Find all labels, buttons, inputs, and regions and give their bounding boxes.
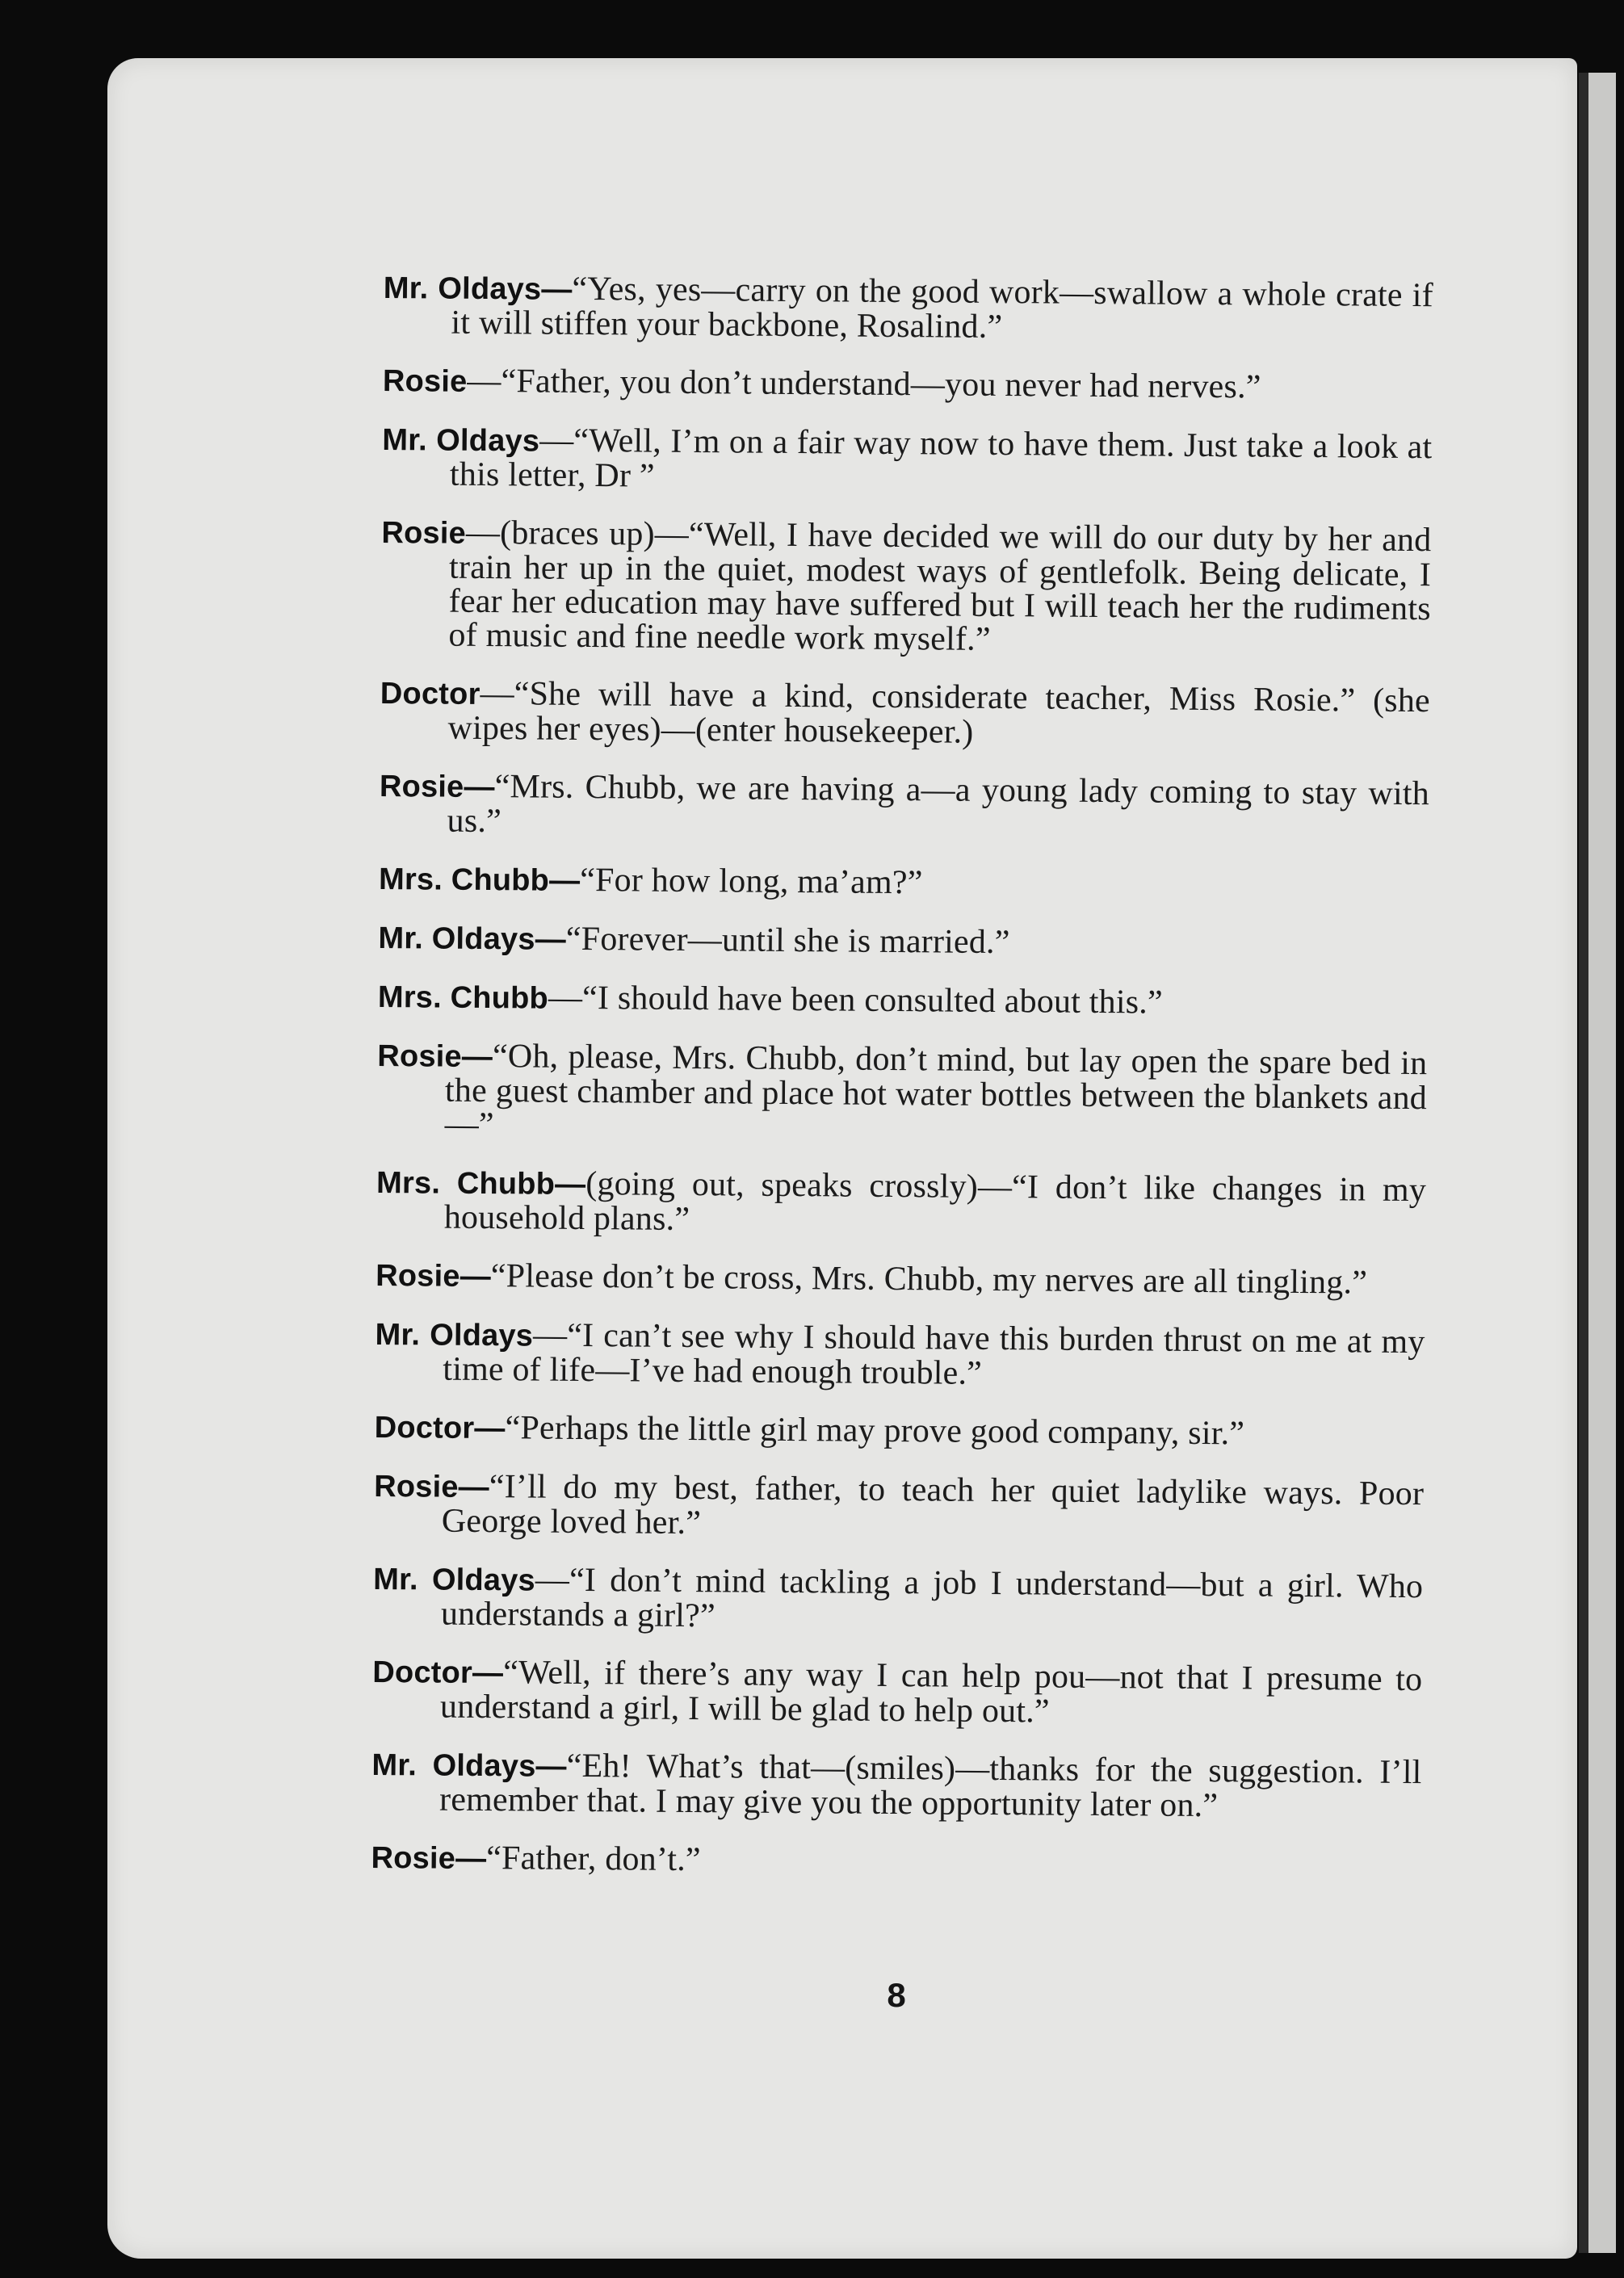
speaker-name: Mr. Oldays— xyxy=(371,1747,567,1784)
dialogue-entry xyxy=(380,515,1431,660)
dialogue-line: “For how long, ma’am?” xyxy=(580,861,923,902)
dialogue-entry xyxy=(383,363,1433,406)
dialogue-entry xyxy=(380,676,1430,753)
dialogue-entry xyxy=(371,1747,1422,1824)
dialogue-entry xyxy=(375,1317,1425,1394)
dialogue-line: —“I should have been consulted about this.” xyxy=(548,979,1163,1022)
speaker-name: Doctor— xyxy=(374,1410,506,1446)
dialogue-entry xyxy=(377,1038,1428,1149)
dialogue-entry xyxy=(378,980,1428,1022)
speaker-name: Rosie xyxy=(382,363,468,399)
speaker-name: Rosie— xyxy=(371,1840,487,1877)
dialogue-line: “Well, if there’s any way I can help pou—not that I presume to understand a girl, I will be glad to help out.” xyxy=(439,1654,1423,1731)
dialogue-line: —“I can’t see why I should have this burden thrust on me at my time of life—I’ve had enough trouble.” xyxy=(443,1316,1425,1392)
speaker-name: Mrs. Chubb xyxy=(377,980,549,1016)
dialogue-line: —“I don’t mind tackling a job I understand—but a girl. Who understands a girl?” xyxy=(440,1561,1424,1635)
dialogue-entry xyxy=(383,271,1433,347)
speaker-name: Rosie xyxy=(381,515,467,551)
speaker-name: Mr. Oldays— xyxy=(383,271,573,307)
dialogue-entry xyxy=(371,1840,1420,1883)
dialogue-line: “I’ll do my best, father, to teach her quiet ladylike ways. Poor George loved her.” xyxy=(441,1468,1425,1542)
dialogue-line: “Eh! What’s that—(smiles)—thanks for the suggestion. I’ll remember that. I may give you the opportunity later on.” xyxy=(439,1747,1422,1825)
speaker-name: Rosie— xyxy=(377,1038,493,1075)
speaker-name: Mr. Oldays xyxy=(375,1317,534,1353)
dialogue-entry xyxy=(379,862,1429,904)
page-number: 8 xyxy=(887,1976,906,2014)
dialogue-entry xyxy=(376,1165,1427,1242)
speaker-name: Doctor— xyxy=(372,1655,504,1691)
dialogue-line: “Perhaps the little girl may prove good company, sir.” xyxy=(505,1409,1245,1453)
dialogue-line: “Please don’t be cross, Mrs. Chubb, my nerves are all tingling.” xyxy=(490,1257,1368,1302)
speaker-name: Doctor xyxy=(380,676,480,711)
dialogue-line: “Father, don’t.” xyxy=(486,1840,701,1879)
dialogue-entry xyxy=(372,1655,1423,1731)
dialogue-entry xyxy=(375,1410,1425,1453)
speaker-name: Rosie— xyxy=(374,1469,490,1505)
dialogue-entry xyxy=(374,1469,1425,1546)
dialogue-entry xyxy=(379,769,1429,845)
page-edge-shadow xyxy=(1579,73,1588,2253)
speaker-name: Mrs. Chubb— xyxy=(376,1165,586,1202)
dialogue-line: “Yes, yes—carry on the good work—swallow a whole crate if it will stiffen your backbone, Rosalind.” xyxy=(451,270,1433,346)
speaker-name: Rosie— xyxy=(376,1258,492,1294)
dialogue-body xyxy=(371,271,1433,1907)
speaker-name: Rosie— xyxy=(379,769,495,805)
dialogue-line: “Mrs. Chubb, we are having a—a young lady coming to stay with us.” xyxy=(447,768,1430,841)
dialogue-line: —(braces up)—“Well, I have decided we will do our duty by her and train her up in the quiet, modest ways of gentlefolk. Being delicate, I fear her education may have suffered but I will teach her the rudiments of music and fine needle work myself.” xyxy=(448,514,1432,658)
dialogue-line: “Oh, please, Mrs. Chubb, don’t mind, but lay open the spare bed in the guest chamber and place hot water bottles between the blankets and—” xyxy=(444,1038,1428,1144)
dialogue-line: —“She will have a kind, considerate teacher, Miss Rosie.” (she wipes her eyes)—(enter housekeeper.) xyxy=(447,674,1431,751)
speaker-name: Mr. Oldays xyxy=(382,422,540,459)
speaker-name: Mrs. Chubb— xyxy=(378,862,581,898)
dialogue-entry xyxy=(382,422,1433,499)
dialogue-line: (going out, speaks crossly)—“I don’t like changes in my household plans.” xyxy=(443,1165,1427,1239)
dialogue-entry xyxy=(378,921,1428,963)
dialogue-line: —“Father, you don’t understand—you never had nerves.” xyxy=(467,362,1261,406)
dialogue-line: —“Well, I’m on a fair way now to have them. Just take a look at this letter, Dr ” xyxy=(449,422,1433,495)
dialogue-entry xyxy=(373,1562,1424,1638)
dialogue-entry xyxy=(376,1258,1425,1301)
speaker-name: Mr. Oldays— xyxy=(378,921,567,957)
facing-page-edge xyxy=(1588,73,1616,2253)
speaker-name: Mr. Oldays xyxy=(373,1562,536,1598)
dialogue-line: “Forever—until she is married.” xyxy=(565,920,1010,962)
